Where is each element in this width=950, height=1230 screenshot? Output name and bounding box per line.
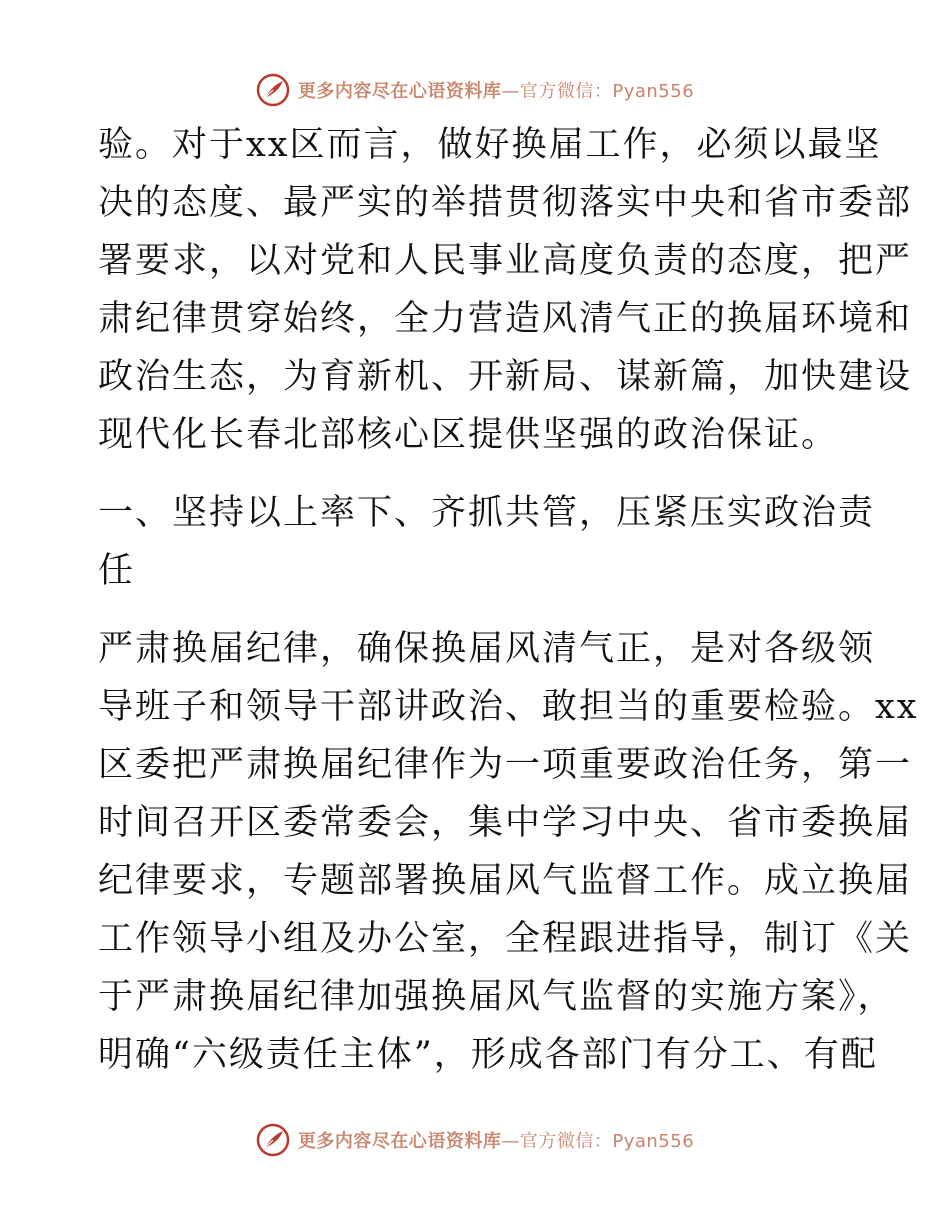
- text-line: 区委把严肃换届纪律作为一项重要政治任务，第一: [98, 745, 913, 785]
- text-line: 时间召开区委常委会，集中学习中央、省市委换届: [98, 803, 913, 843]
- watermark-official: 官方微信：: [519, 81, 613, 102]
- text-line: 验。对于xx区而言，做好换届工作，必须以最坚: [98, 125, 882, 165]
- watermark-brand: 更多内容尽在心语资料库: [297, 81, 502, 102]
- text-line: 署要求，以对党和人民事业高度负责的态度，把严: [98, 241, 913, 281]
- quill-logo-icon: [256, 1123, 290, 1157]
- text-line: 纪律要求，专题部署换届风气监督工作。成立换届: [98, 861, 913, 901]
- text-line: 现代化长春北部核心区提供坚强的政治保证。: [98, 415, 839, 455]
- body-paragraph: [98, 620, 919, 1084]
- quill-logo-icon: [256, 73, 290, 107]
- text-line: 政治生态，为育新机、开新局、谋新篇，加快建设: [98, 357, 913, 397]
- watermark-text: [298, 1127, 694, 1153]
- watermark-header: [0, 70, 950, 110]
- watermark-footer: [0, 1120, 950, 1160]
- text-line: 工作领导小组及办公室，全程跟进指导，制订《关: [98, 919, 913, 959]
- heading-line: 一、坚持以上率下、齐抓共管，压紧压实政治责: [98, 493, 876, 533]
- text-line: 决的态度、最严实的举措贯彻落实中央和省市委部: [98, 183, 913, 223]
- watermark-id: Pyan556: [612, 1131, 695, 1152]
- text-line: 严肃换届纪律，确保换届风清气正，是对各级领: [98, 629, 876, 669]
- watermark-id: Pyan556: [612, 81, 695, 102]
- intro-paragraph: [98, 116, 913, 464]
- text-line: 肃纪律贯穿始终，全力营造风清气正的换届环境和: [98, 299, 913, 339]
- text-line: 导班子和领导干部讲政治、敢担当的重要检验。xx: [98, 687, 919, 727]
- heading-line: 任: [98, 551, 136, 591]
- watermark-official: 官方微信：: [519, 1131, 613, 1152]
- watermark-text: [298, 77, 694, 103]
- watermark-separator: —: [501, 81, 520, 102]
- section-heading: [98, 484, 876, 600]
- text-line: 明确“六级责任主体”，形成各部门有分工、有配: [98, 1035, 878, 1075]
- text-line: 于严肃换届纪律加强换届风气监督的实施方案》，: [98, 977, 895, 1017]
- watermark-separator: —: [501, 1131, 520, 1152]
- document-body: [98, 116, 919, 1084]
- watermark-brand: 更多内容尽在心语资料库: [297, 1131, 502, 1152]
